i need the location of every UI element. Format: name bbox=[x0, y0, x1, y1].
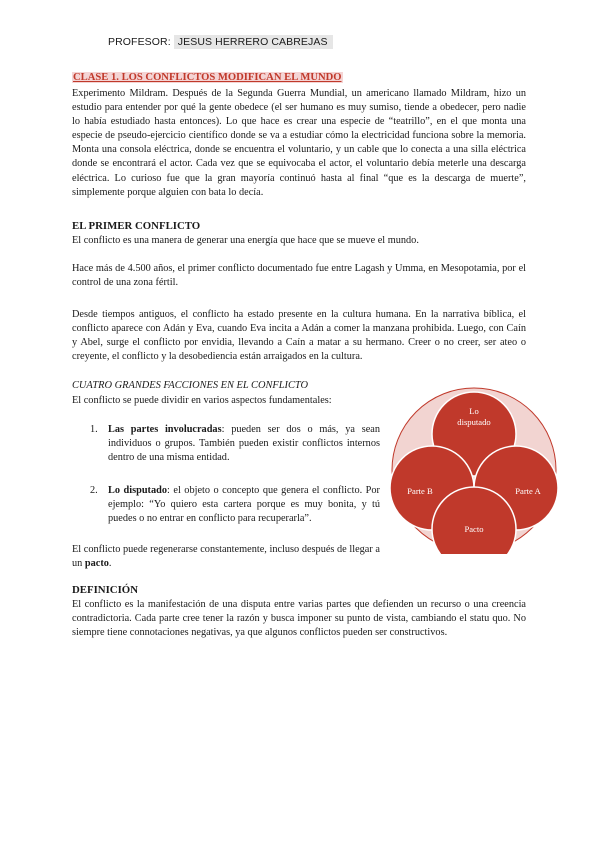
professor-label: PROFESOR: bbox=[108, 36, 171, 48]
heading-first-conflict: EL PRIMER CONFLICTO bbox=[72, 220, 201, 232]
label-pacto: Pacto bbox=[464, 524, 484, 534]
professor-line bbox=[108, 36, 333, 48]
subheading-factions: CUATRO GRANDES FACCIONES EN EL CONFLICTO bbox=[72, 380, 309, 391]
list-number: 1. bbox=[90, 424, 98, 435]
factions-closing bbox=[72, 543, 380, 571]
list-text bbox=[108, 484, 380, 526]
intro-paragraph: Experimento Mildram. Después de la Segunda Guerra Mundial, un americano llamado Mildram, hizo un estudio para entender por qué la gente obedece (el ser humano es muy sumiso, tiende a obedecer, pero nadie lo había estudiado hasta entonces). Lo que hace es crear una especie de “teatrillo”, en el que monta una especie de pseudo-ejercicio científico donde se va a estudiar cómo la electricidad funciona sobre la memoria. Monta una consola eléctrica, donde se encuentra el voluntario, y un cable que lo conecta a una silla eléctrica donde se encontrará el actor. Cada vez que se equivocaba el actor, el voluntario debía meterle una descarga eléctrica. Lo curioso fue que la gran mayoría continuó hasta al final “que es la descarga de muerte”, simplemente porque alguien con bata lo decía. bbox=[72, 88, 526, 198]
definition-paragraph: El conflicto es la manifestación de una disputa entre varias partes que defienden un recurso o una creencia contradictoria. Cada parte cree tener la razón y busca imponer su punto de vista, cambiando el statu quo. No siempre tiene connotaciones negativas, ya que algunos conflictos pueden ser constructivos. bbox=[72, 599, 526, 639]
label-parte-b: Parte B bbox=[407, 486, 433, 496]
label-lo: Lo bbox=[469, 406, 479, 416]
factions-intro: El conflicto se puede dividir en varios aspectos fundamentales: bbox=[72, 395, 332, 406]
heading-definition: DEFINICIÓN bbox=[72, 584, 138, 596]
closing-bold-term: pacto bbox=[84, 558, 109, 570]
list-item bbox=[90, 484, 380, 526]
first-conflict-paragraph-3: Desde tiempos antiguos, el conflicto ha estado presente en la cultura humana. En la narrativa bíblica, el conflicto aparece con Adán y Eva, cuando Eva incita a Adán a comer la manzana prohibida. Luego, con Caín y Abel, surge el conflicto por envidia, llevando a Caín a matar a su hermano. Creer o no creer, ser ateo o creyente, el conflicto y la desobediencia están arraigados en la cultura. bbox=[72, 309, 526, 363]
professor-name: JESUS HERRERO CABREJAS bbox=[174, 35, 333, 49]
list-bold-term: Las partes involucradas bbox=[108, 424, 222, 435]
first-conflict-paragraph-2: Hace más de 4.500 años, el primer conflicto documentado fue entre Lagash y Umma, en Mesopotamia, por el control de una zona fértil. bbox=[72, 263, 526, 289]
list-number: 2. bbox=[90, 485, 98, 496]
label-parte-a: Parte A bbox=[515, 486, 541, 496]
list-item bbox=[90, 423, 380, 465]
class-title: CLASE 1. LOS CONFLICTOS MODIFICAN EL MUNDO bbox=[73, 72, 342, 83]
list-bold-term: Lo disputado bbox=[108, 485, 168, 496]
label-disputado: disputado bbox=[457, 417, 491, 427]
first-conflict-paragraph-1: El conflicto es una manera de generar una energía que hace que se mueve el mundo. bbox=[72, 235, 419, 246]
list-description: : el objeto o concepto que genera el conflicto. Por ejemplo: “Yo quiero esta cartera porque es muy bonita, y tú puedes o no entrar en conflicto para recuperarla”. bbox=[108, 485, 380, 525]
list-text bbox=[108, 423, 380, 465]
closing-end: . bbox=[108, 558, 112, 570]
closing-text: El conflicto puede regenerarse constantemente, incluso después de llegar a un bbox=[72, 544, 380, 570]
list-description: : pueden ser dos o más, ya sean individuos o grupos. También pueden existir conflictos internos dentro de una misma entidad. bbox=[108, 424, 380, 464]
venn-diagram bbox=[384, 384, 564, 554]
